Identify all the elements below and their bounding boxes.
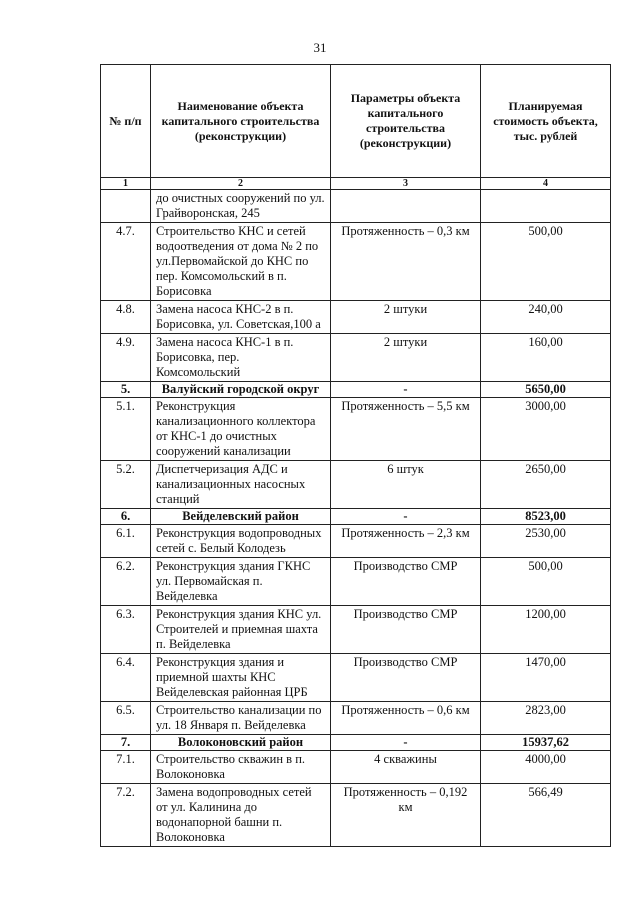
cell-cost <box>481 190 611 223</box>
table-row <box>101 654 611 702</box>
cell-cost: 240,00 <box>481 301 611 334</box>
cell-parameters <box>331 190 481 223</box>
cell-number: 6.2. <box>101 558 151 606</box>
cell-parameters: 6 штук <box>331 461 481 509</box>
table-header <box>101 65 611 178</box>
cell-object-name: Строительство скважин в п. Волоконовка <box>151 751 331 784</box>
construction-objects-table <box>100 64 611 847</box>
cell-number <box>101 190 151 223</box>
cell-number: 4.7. <box>101 223 151 301</box>
cell-number: 4.8. <box>101 301 151 334</box>
table-row <box>101 223 611 301</box>
cell-parameters: Протяженность – 0,3 км <box>331 223 481 301</box>
column-number: 2 <box>151 178 331 190</box>
cell-parameters: 2 штуки <box>331 301 481 334</box>
cell-object-name: Реконструкция канализационного коллектора от КНС-1 до очистных сооружений канализации <box>151 398 331 461</box>
header-object-name: Наименование объекта капитального строительства (реконструкции) <box>151 65 331 178</box>
cell-parameters: Протяженность – 0,6 км <box>331 702 481 735</box>
cell-number: 7.2. <box>101 784 151 847</box>
cell-object-name: Строительство КНС и сетей водоотведения от дома № 2 по ул.Первомайской до КНС по пер. Комсомольский в п. Борисовка <box>151 223 331 301</box>
table-row <box>101 558 611 606</box>
cell-cost: 2823,00 <box>481 702 611 735</box>
cell-object-name: Строительство канализации по ул. 18 Января п. Вейделевка <box>151 702 331 735</box>
cell-object-name: Реконструкция водопроводных сетей с. Белый Колодезь <box>151 525 331 558</box>
cell-object-name: Замена водопроводных сетей от ул. Калинина до водонапорной башни п. Волоконовка <box>151 784 331 847</box>
cell-number: 5.2. <box>101 461 151 509</box>
section-row <box>101 382 611 398</box>
column-numbers-row <box>101 178 611 190</box>
cell-object-name: Реконструкция здания КНС ул. Строителей и приемная шахта п. Вейделевка <box>151 606 331 654</box>
header-object-parameters: Параметры объекта капитального строительства (реконструкции) <box>331 65 481 178</box>
cell-parameters: Протяженность – 2,3 км <box>331 525 481 558</box>
table-row <box>101 461 611 509</box>
cell-cost: 1470,00 <box>481 654 611 702</box>
cell-cost: 8523,00 <box>481 509 611 525</box>
cell-number: 6.4. <box>101 654 151 702</box>
cell-number: 6. <box>101 509 151 525</box>
cell-cost: 15937,62 <box>481 735 611 751</box>
cell-cost: 2530,00 <box>481 525 611 558</box>
cell-object-name: Реконструкция здания ГКНС ул. Первомайская п. Вейделевка <box>151 558 331 606</box>
table-row <box>101 751 611 784</box>
cell-parameters: Протяженность – 0,192 км <box>331 784 481 847</box>
cell-number: 5.1. <box>101 398 151 461</box>
table-row <box>101 784 611 847</box>
cell-parameters: Производство СМР <box>331 606 481 654</box>
cell-cost: 160,00 <box>481 334 611 382</box>
cell-object-name: Реконструкция здания и приемной шахты КНС Вейделевская районная ЦРБ <box>151 654 331 702</box>
cell-cost: 4000,00 <box>481 751 611 784</box>
cell-parameters: - <box>331 382 481 398</box>
cell-object-name: Диспетчеризация АДС и канализационных насосных станций <box>151 461 331 509</box>
column-number: 4 <box>481 178 611 190</box>
cell-cost: 500,00 <box>481 223 611 301</box>
cell-parameters: Протяженность – 5,5 км <box>331 398 481 461</box>
cell-number: 6.3. <box>101 606 151 654</box>
table-row <box>101 525 611 558</box>
cell-parameters: 4 скважины <box>331 751 481 784</box>
cell-cost: 5650,00 <box>481 382 611 398</box>
cell-cost: 3000,00 <box>481 398 611 461</box>
cell-cost: 2650,00 <box>481 461 611 509</box>
table-row <box>101 301 611 334</box>
cell-number: 7. <box>101 735 151 751</box>
cell-cost: 566,49 <box>481 784 611 847</box>
table-row <box>101 190 611 223</box>
cell-number: 7.1. <box>101 751 151 784</box>
cell-object-name: до очистных сооружений по ул. Грайворонская, 245 <box>151 190 331 223</box>
cell-parameters: - <box>331 509 481 525</box>
column-number: 3 <box>331 178 481 190</box>
cell-object-name: Вейделевский район <box>151 509 331 525</box>
cell-object-name: Волоконовский район <box>151 735 331 751</box>
header-number: № п/п <box>101 65 151 178</box>
table-row <box>101 398 611 461</box>
cell-parameters: Производство СМР <box>331 558 481 606</box>
cell-parameters: 2 штуки <box>331 334 481 382</box>
header-planned-cost: Планируемая стоимость объекта, тыс. рублей <box>481 65 611 178</box>
cell-object-name: Замена насоса КНС-2 в п. Борисовка, ул. Советская,100 а <box>151 301 331 334</box>
cell-object-name: Замена насоса КНС-1 в п. Борисовка, пер. Комсомольский <box>151 334 331 382</box>
cell-number: 5. <box>101 382 151 398</box>
page-number: 31 <box>313 40 327 55</box>
cell-parameters: Производство СМР <box>331 654 481 702</box>
cell-number: 6.5. <box>101 702 151 735</box>
table-row <box>101 702 611 735</box>
table-row <box>101 606 611 654</box>
table-body <box>101 178 611 847</box>
column-number: 1 <box>101 178 151 190</box>
table-row <box>101 334 611 382</box>
cell-object-name: Валуйский городской округ <box>151 382 331 398</box>
section-row <box>101 509 611 525</box>
section-row <box>101 735 611 751</box>
cell-parameters: - <box>331 735 481 751</box>
cell-number: 4.9. <box>101 334 151 382</box>
cell-cost: 1200,00 <box>481 606 611 654</box>
cell-cost: 500,00 <box>481 558 611 606</box>
cell-number: 6.1. <box>101 525 151 558</box>
